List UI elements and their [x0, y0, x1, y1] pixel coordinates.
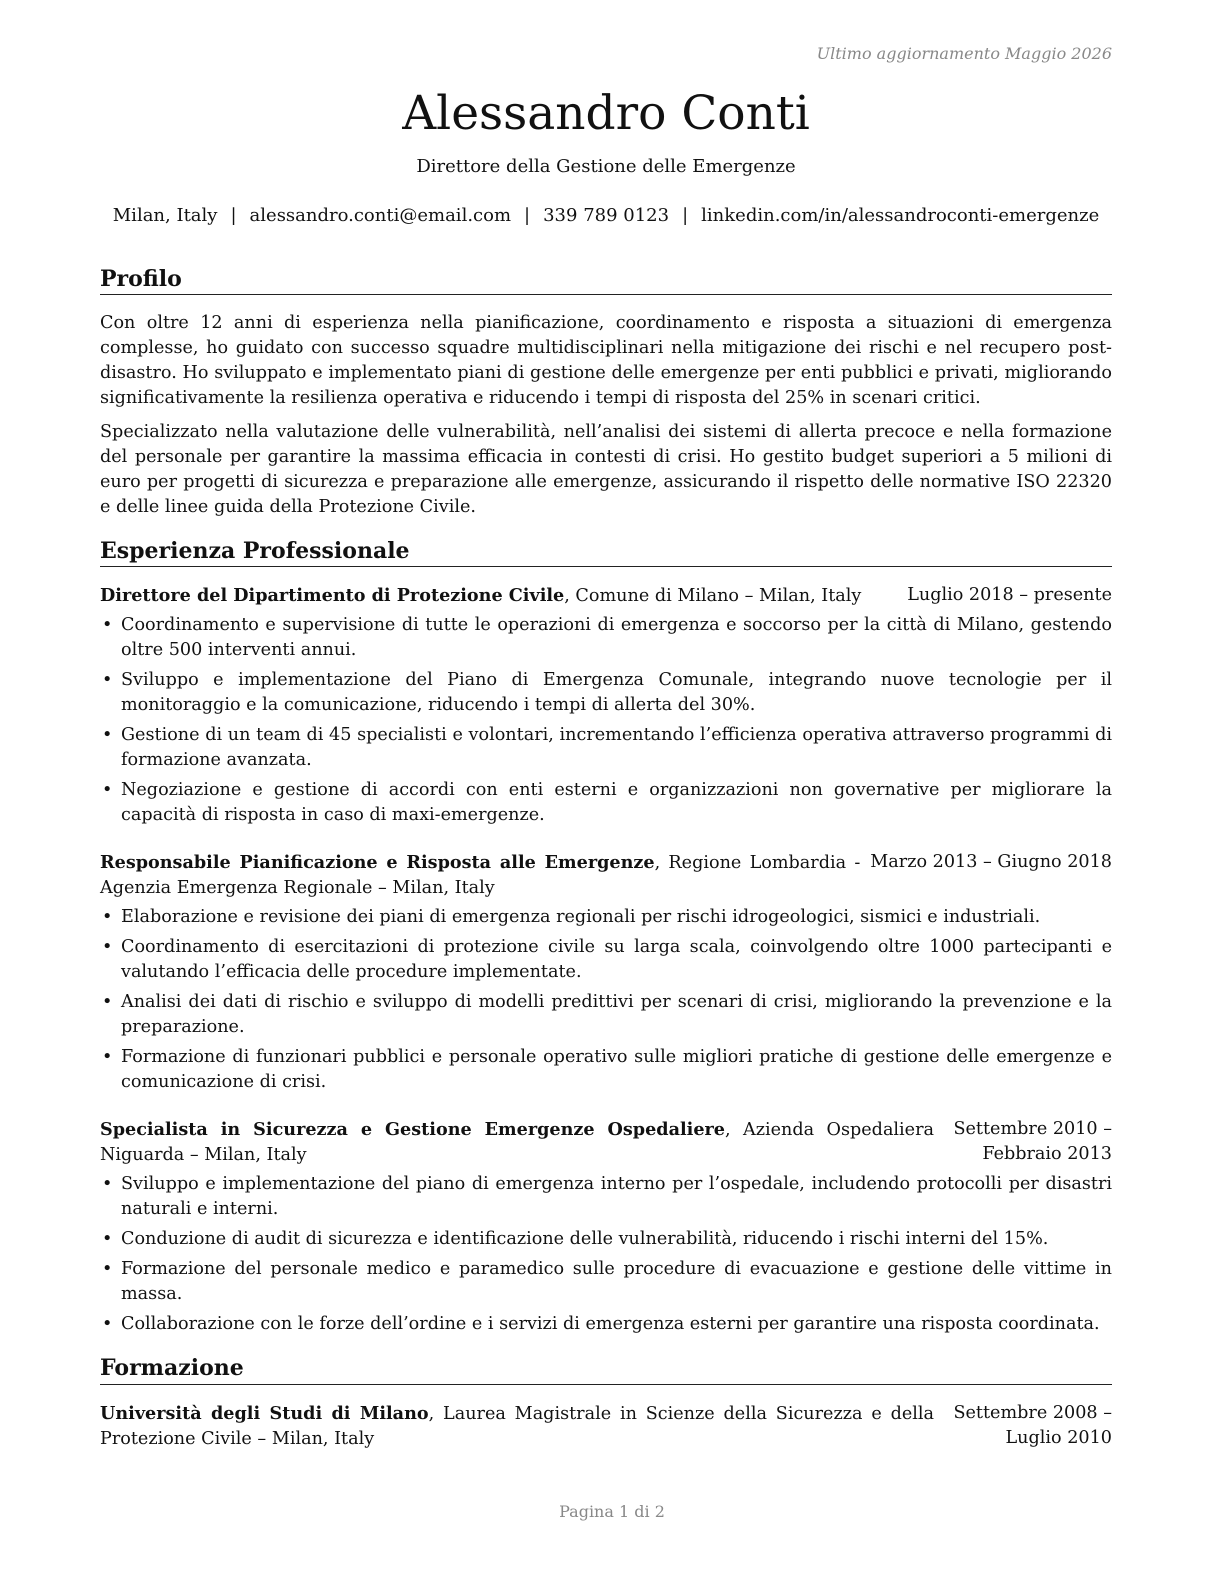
job-role: Responsabile Pianificazione e Risposta alle Emergenze: [100, 852, 655, 874]
education-degree: , Laurea Magistrale in Scienze della Sicurezza e della Protezione Civile – Milan, Italy: [100, 1403, 934, 1449]
job-header: [100, 583, 1112, 609]
contact-linkedin[interactable]: linkedin.com/in/alessandroconti-emergenze: [701, 204, 1100, 226]
job-organization: , Regione Lombardia - Agenzia Emergenza Regionale – Milan, Italy: [100, 853, 861, 899]
job-entry: [100, 1117, 1112, 1337]
education-section: [100, 1355, 1112, 1451]
contact-separator: |: [682, 204, 689, 226]
job-bullets: [100, 1172, 1112, 1337]
education-heading: Formazione: [100, 1355, 1112, 1384]
list-item: • Sviluppo e implementazione del piano di emergenza interno per l’ospedale, includendo protocolli per disastri naturali e interni.: [100, 1172, 1112, 1222]
profile-paragraph: Con oltre 12 anni di esperienza nella pianificazione, coordinamento e risposta a situazioni di emergenza complesse, ho guidato con successo squadre multidisciplinari nella mitigazione dei rischi e nel recupero post-disastro. Ho sviluppato e implementato piani di gestione delle emergenze per enti pubblici e privati, migliorando significativamente la resilienza operativa e riducendo i tempi di risposta del 25% in scenari critici.: [100, 313, 1112, 409]
contact-location: Milan, Italy: [112, 204, 218, 226]
contact-separator: |: [524, 204, 531, 226]
list-item: • Coordinamento di esercitazioni di protezione civile su larga scala, coinvolgendo oltre 1000 partecipanti e valutando l’efficacia delle procedure implementate.: [100, 935, 1112, 985]
contact-email[interactable]: alessandro.conti@email.com: [249, 204, 512, 226]
job-title: Direttore della Gestione delle Emergenze: [416, 155, 796, 177]
job-header: [100, 850, 1112, 901]
list-item: • Elaborazione e revisione dei piani di emergenza regionali per rischi idrogeologici, sismici e industriali.: [100, 905, 1112, 930]
contact-phone[interactable]: 339 789 0123: [543, 204, 670, 226]
job-role: Direttore del Dipartimento di Protezione Civile: [100, 585, 565, 607]
experience-section: [100, 538, 1112, 1337]
list-item: • Formazione di funzionari pubblici e personale operativo sulle migliori pratiche di gestione delle emergenze e comunicazione di crisi.: [100, 1045, 1112, 1095]
last-updated: Ultimo aggiornamento Maggio 2026: [816, 44, 1112, 63]
education-school: Università degli Studi di Milano: [100, 1402, 429, 1424]
education-dates: Settembre 2008 – Luglio 2010: [953, 1402, 1112, 1448]
contact-separator: |: [230, 204, 237, 226]
job-organization: , Azienda Ospedaliera Niguarda – Milan, Italy: [100, 1120, 934, 1166]
job-bullets: [100, 613, 1112, 828]
job-dates: Luglio 2018 – presente: [907, 585, 1112, 606]
job-organization: , Comune di Milano – Milan, Italy: [564, 586, 862, 607]
list-item: • Analisi dei dati di rischio e sviluppo di modelli predittivi per scenari di crisi, migliorando la prevenzione e la preparazione.: [100, 990, 1112, 1040]
education-entry: [100, 1401, 1112, 1452]
list-item: • Formazione del personale medico e paramedico sulle procedure di evacuazione e gestione delle vittime in massa.: [100, 1257, 1112, 1307]
job-dates: Marzo 2013 – Giugno 2018: [870, 852, 1112, 873]
list-item: • Collaborazione con le forze dell’ordine e i servizi di emergenza esterni per garantire una risposta coordinata.: [100, 1312, 1112, 1337]
list-item: • Conduzione di audit di sicurezza e identificazione delle vulnerabilità, riducendo i rischi interni del 15%.: [100, 1227, 1112, 1252]
contact-line: [100, 205, 1112, 226]
page-number: Pagina 1 di 2: [559, 1502, 665, 1521]
job-dates: Settembre 2010 – Febbraio 2013: [953, 1119, 1112, 1165]
job-entry: [100, 850, 1112, 1095]
profile-heading: Profilo: [100, 266, 1112, 295]
profile-paragraph: Specializzato nella valutazione delle vulnerabilità, nell’analisi dei sistemi di allerta precoce e nella formazione del personale per garantire la massima efficacia in contesti di crisi. Ho gestito budget superiori a 5 milioni di euro per progetti di sicurezza e preparazione alle emergenze, assicurando il rispetto delle normative ISO 22320 e delle linee guida della Protezione Civile.: [100, 422, 1112, 518]
candidate-name: Alessandro Conti: [402, 86, 810, 141]
list-item: • Gestione di un team di 45 specialisti e volontari, incrementando l’efficienza operativa attraverso programmi di formazione avanzata.: [100, 723, 1112, 773]
job-entry: [100, 583, 1112, 828]
list-item: • Negoziazione e gestione di accordi con enti esterni e organizzazioni non governative per migliorare la capacità di risposta in caso di maxi-emergenze.: [100, 778, 1112, 828]
education-header: [100, 1401, 1112, 1452]
job-header: [100, 1117, 1112, 1168]
list-item: • Coordinamento e supervisione di tutte le operazioni di emergenza e soccorso per la città di Milano, gestendo oltre 500 interventi annui.: [100, 613, 1112, 663]
profile-section: [100, 266, 1112, 520]
job-role: Specialista in Sicurezza e Gestione Emergenze Ospedaliere: [100, 1119, 726, 1141]
job-bullets: [100, 905, 1112, 1095]
list-item: • Sviluppo e implementazione del Piano di Emergenza Comunale, integrando nuove tecnologie per il monitoraggio e la comunicazione, riducendo i tempi di allerta del 30%.: [100, 668, 1112, 718]
experience-heading: Esperienza Professionale: [100, 538, 1112, 567]
